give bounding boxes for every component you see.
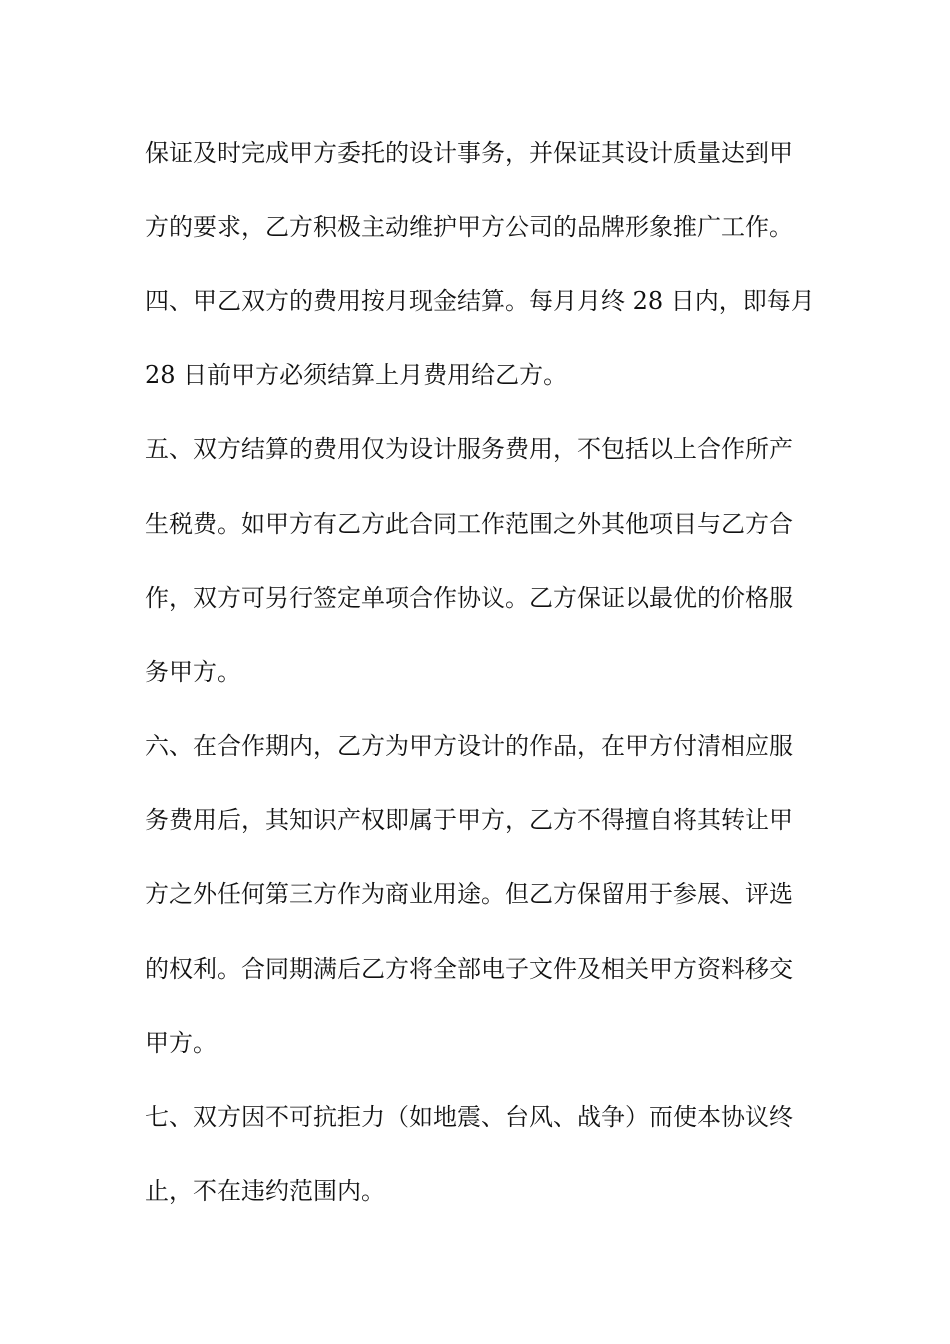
paragraph-line: 生税费。如甲方有乙方此合同工作范围之外其他项目与乙方合: [145, 510, 793, 538]
paragraph-line: 六、在合作期内，乙方为甲方设计的作品，在甲方付清相应服: [145, 732, 793, 760]
paragraph-line: 保证及时完成甲方委托的设计事务，并保证其设计质量达到甲: [145, 139, 793, 167]
paragraph-line: 务费用后，其知识产权即属于甲方，乙方不得擅自将其转让甲: [145, 806, 793, 834]
paragraph-line: 的权利。合同期满后乙方将全部电子文件及相关甲方资料移交: [145, 955, 793, 983]
paragraph-line: 务甲方。: [145, 658, 241, 686]
paragraph-line: 甲方。: [145, 1029, 217, 1057]
paragraph-line: 28 日前甲方必须结算上月费用给乙方。: [145, 361, 568, 389]
paragraph-line: 方的要求，乙方积极主动维护甲方公司的品牌形象推广工作。: [145, 213, 793, 241]
paragraph-line: 作，双方可另行签定单项合作协议。乙方保证以最优的价格服: [145, 584, 793, 612]
paragraph-line: 七、双方因不可抗拒力（如地震、台风、战争）而使本协议终: [145, 1103, 793, 1131]
paragraph-line: 四、甲乙双方的费用按月现金结算。每月月终 28 日内，即每月: [145, 287, 815, 315]
paragraph-line: 止，不在违约范围内。: [145, 1177, 385, 1205]
paragraph-line: 方之外任何第三方作为商业用途。但乙方保留用于参展、评选: [145, 880, 793, 908]
paragraph-line: 五、双方结算的费用仅为设计服务费用，不包括以上合作所产: [145, 435, 793, 463]
